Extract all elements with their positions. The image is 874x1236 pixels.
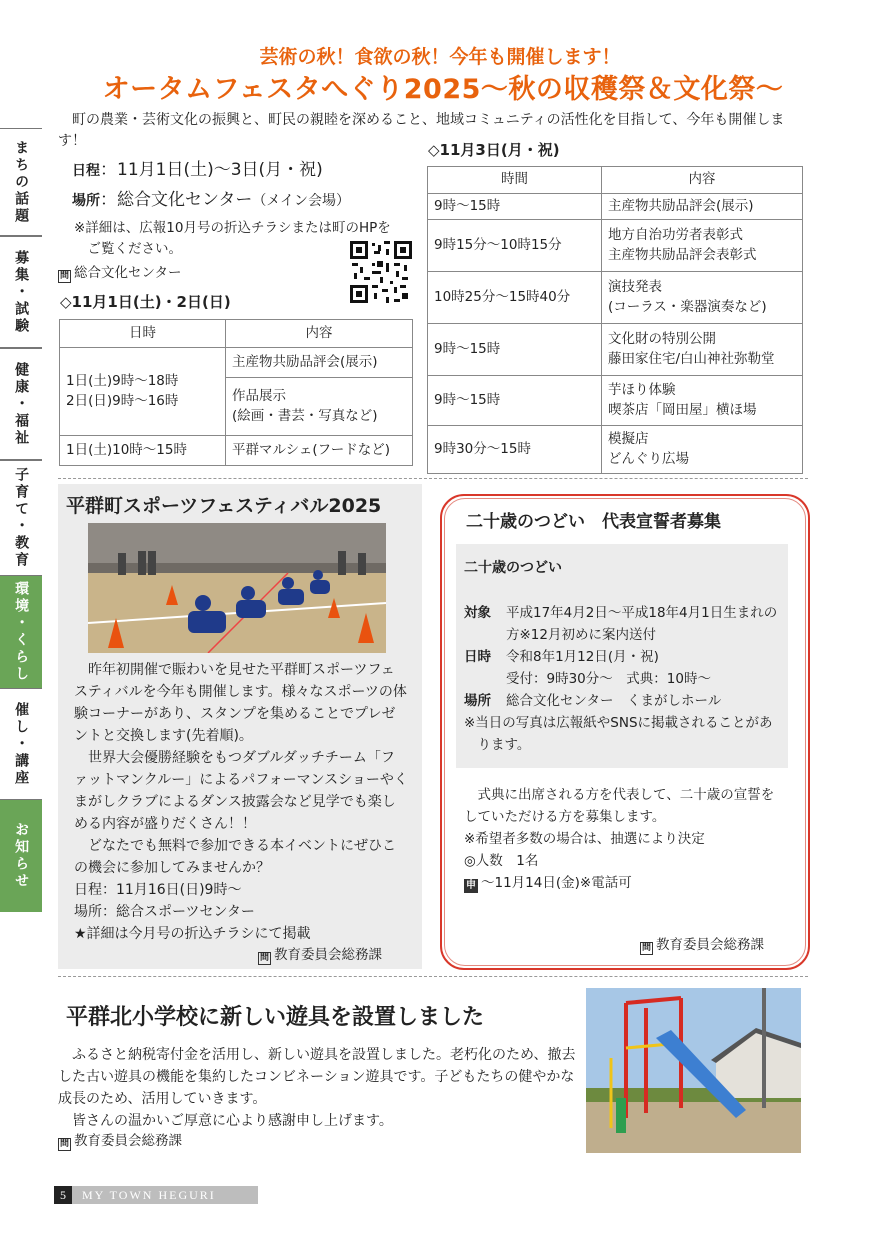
side-tab-kankyo[interactable]: 環境・くらし [0,576,42,688]
contact-icon: 問 [59,1139,69,1149]
header-title: オータムフェスタへぐり2025〜秋の収穫祭＆文化祭〜 [102,74,784,105]
table-nov1-heading: ◇11月1日(土)・2日(日) [60,293,231,311]
table-cell: 9時〜15時 [428,193,602,220]
playground-photo [586,988,801,1153]
ceremony-title: 二十歳のつどい 代表宣誓者募集 [466,512,721,532]
apply-icon: 申 [466,880,476,891]
table-cell: 平群マルシェ(フードなど) [226,436,413,466]
header-subtitle: 芸術の秋！食欲の秋！今年も開催します！ [259,46,621,68]
qr-code-icon[interactable] [350,241,412,303]
ceremony-contact: 問 教育委員会総務課 [641,937,764,953]
table-nov3 [427,166,803,474]
section-divider [58,478,808,479]
event-detail-note: ※詳細は、広報10月号の折込チラシまたは町のHPをご覧ください。 [74,220,391,257]
table-cell: 9時〜15時 [428,376,602,426]
side-tab-kosodate[interactable]: 子育て・教育 [0,460,42,576]
table-cell: 1日(土)10時〜15時 [60,436,226,466]
header-intro: 町の農業・芸術文化の振興と、町民の親睦を深めること、地域コミュニティの活性化を目指して、今年も開催します！ [58,112,785,149]
table-header: 時間 [428,167,602,194]
playground-body: ふるさと納税寄付金を活用し、新しい遊具を設置しました。老朽化のため、撤去した古い遊具の機能を集約したコンビネーション遊具です。子どもたちの健やかな成長のため、活用していきます。 皆さんの温かいご厚意に心より感謝申し上げます。 [58,1047,576,1129]
ceremony-box-title: 二十歳のつどい [464,560,562,576]
sports-body: 昨年初開催で賑わいを見せた平群町スポーツフェスティバルを今年も開催します。様々なスポーツの体験コーナーがあり、スタンプを集めることでプレゼントと交換します(先着順)。 世界大会優勝経験をもつダブルダッチチーム「ファットマンクルー」によるパフォーマンスショーやくまがしクラブによるダンス披露会など見学でも楽しめる内容が盛りだくさん！！ どなたでも無料で参加できる本イベントにぜひこの機会に参加してみませんか？ 日程：11月16日(日)9時〜 場所：総合スポーツセンター ★詳細は今月号の折込チラシにて掲載 [74,662,408,942]
table-nov3-heading: ◇11月3日(月・祝) [428,141,560,159]
table-cell: 演技発表 (コーラス・楽器演奏など) [602,272,803,324]
table-cell: 作品展示 (絵画・書芸・写真など) [226,378,413,436]
playground-contact: 問 教育委員会総務課 [59,1133,182,1149]
contact-icon: 問 [259,953,269,963]
table-cell: 10時25分〜15時40分 [428,272,602,324]
event-date: 日程：11月1日(土)〜3日(月・祝) [72,160,323,180]
section-divider [58,976,808,977]
playground-title: 平群北小学校に新しい遊具を設置しました [66,1005,485,1030]
page-number: 5 [54,1186,72,1204]
side-tab-machi[interactable]: まちの話題 [0,128,42,236]
table-cell: 模擬店 どんぐり広場 [602,426,803,474]
table-cell: 9時〜15時 [428,324,602,376]
contact-icon: 問 [641,943,651,953]
table-header: 内容 [602,167,803,194]
side-tab-boshu[interactable]: 募集・試験 [0,236,42,348]
event-contact: 問 総合文化センター [59,265,182,281]
table-header: 内容 [226,320,413,348]
event-place: 場所：総合文化センター（メイン会場） [72,190,351,210]
sports-contact: 問 教育委員会総務課 [259,947,382,963]
contact-icon: 問 [59,271,69,281]
ceremony-body: 式典に出席される方を代表して、二十歳の宣誓をしていただける方を募集します。 ※希望者多数の場合は、抽選により決定 ◎人数 1名 申 〜11月14日(金)※電話可 [464,787,775,891]
table-cell: 9時30分〜15時 [428,426,602,474]
table-cell: 9時15分〜10時15分 [428,220,602,272]
sports-title: 平群町スポーツフェスティバル2025 [66,495,382,517]
side-tab-oshirase[interactable]: お知らせ [0,800,42,912]
footer-label: MY TOWN HEGURI [82,1188,216,1202]
table-cell: 主産物共励品評会(展示) [602,193,803,220]
ceremony-details: 対象 平成17年4月2日〜平成18年4月1日生まれの方※12月初めに案内送付 日時 令和8年1月12日(月・祝) 受付：9時30分〜 式典：10時〜 場所 総合文化センター くまがしホール ※当日の写真は広報紙やSNSに掲載されることがあります。 [464,605,778,753]
table-cell: 主産物共励品評会(展示) [226,348,413,378]
table-cell: 1日(土)9時〜18時 2日(日)9時〜16時 [60,348,226,436]
table-cell: 芋ほり体験 喫茶店「岡田屋」横ほ場 [602,376,803,426]
side-tab-kenko[interactable]: 健康・福祉 [0,348,42,460]
side-tab-moyooshi[interactable]: 催し・講座 [0,688,42,800]
sports-photo [88,523,386,653]
table-cell: 文化財の特別公開 藤田家住宅/白山神社弥勒堂 [602,324,803,376]
table-cell: 地方自治功労者表彰式 主産物共励品評会表彰式 [602,220,803,272]
table-nov1 [59,319,413,466]
table-header: 日時 [60,320,226,348]
